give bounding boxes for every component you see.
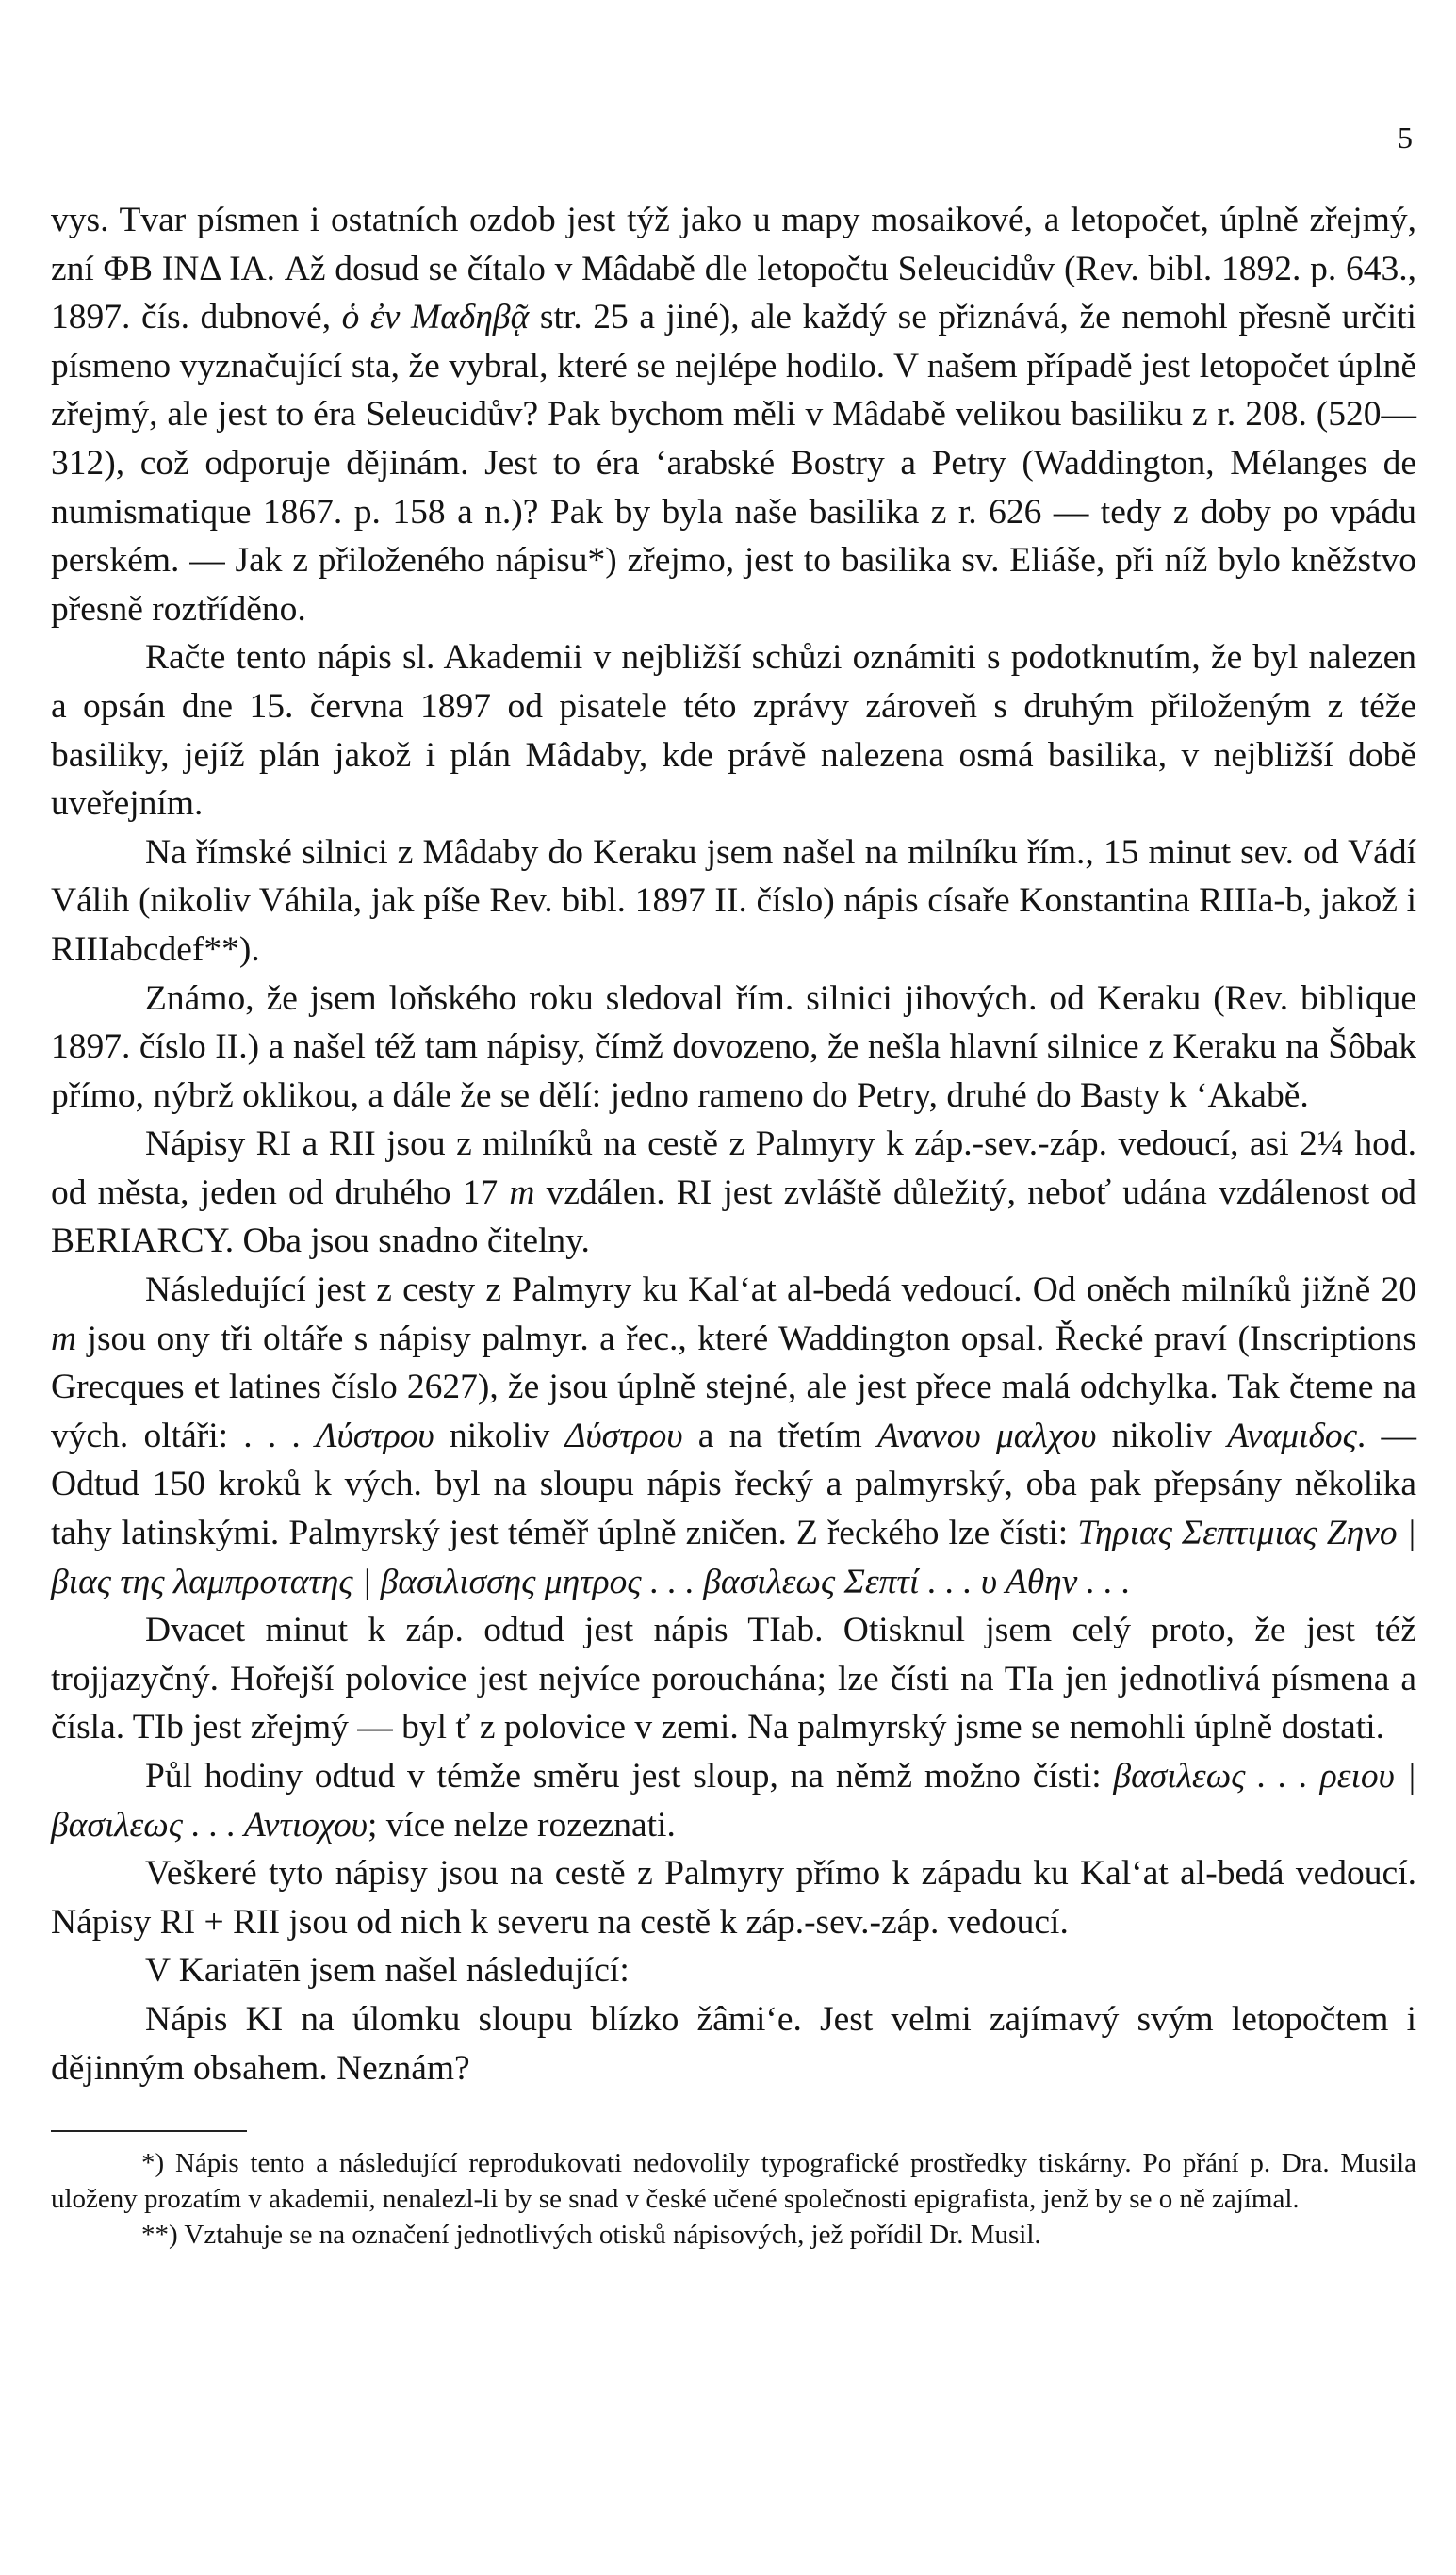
text-run: Nápisy RI a RII jsou z milníků na cestě z Palmyry k záp.-sev.-záp. vedoucí, asi 2¼ hod. od města, jeden od druhého 17 <box>51 1124 1416 1212</box>
footnotes <box>51 2145 1416 2253</box>
text-run: V Kariatēn jsem našel následující: <box>145 1951 630 1991</box>
paragraph <box>51 1946 1416 1995</box>
greek-text: m <box>51 1319 77 1358</box>
footnote-1: *) Nápis tento a následující reprodukovati nedovolily typografické prostředky tiskárny. Po přání p. Dra. Musila uloženy prozatím v akademii, nenalezl-li by se snad v české učené společnosti epigrafista, jenž by se o ně zajímal. <box>51 2148 1416 2215</box>
text-run: Půl hodiny odtud v témže směru jest sloup, na němž možno čísti: <box>145 1757 1114 1796</box>
text-run: Nápis KI na úlomku sloupu blízko žâmi‘e. Jest velmi zajímavý svým letopočtem i dějinným obsahem. Neznám? <box>51 1999 1416 2088</box>
text-run: Na římské silnici z Mâdaby do Keraku jsem našel na milníku řím., 15 minut sev. od Vádí Válih (nikoliv Váhila, jak píše Rev. bibl. 1897 II. číslo) nápis císaře Konstantina RIIIa-b, jakož i RIIIabcdef**). <box>51 832 1416 969</box>
text-run: Račte tento nápis sl. Akademii v nejbližší schůzi oznámiti s podotknutím, že byl nalezen a opsán dne 15. června 1897 od pisatele této zprávy zároveň s druhým přiloženým z téže basiliky, jejíž plán jakož i plán Mâdaby, kde právě nalezena osmá basilika, v nejbližší době uveřejním. <box>51 638 1416 824</box>
footnote-2: **) Vztahuje se na označení jednotlivých otisků nápisových, jež pořídil Dr. Musil. <box>141 2220 1041 2251</box>
footnote-rule <box>51 2130 247 2132</box>
text-run: Známo, že jsem loňského roku sledoval řím. silnici jihových. od Keraku (Rev. biblique 1897. číslo II.) a našel též tam nápisy, čímž dovozeno, že nešla hlavní silnice z Keraku na Šôbak přímo, nýbrž oklikou, a dále že se dělí: jedno rameno do Petry, druhé do Basty k ‘Akabě. <box>51 978 1416 1115</box>
greek-text: ὁ ἐν Μαδηβᾷ <box>341 298 530 337</box>
text-run: Dvacet minut k záp. odtud jest nápis TIab. Otisknul jsem celý proto, že jest též trojjazyčný. Hořejší polovice jest nejvíce porouchána; lze čísti na TIa jen jednotlivá písmena a čísla. TIb jest zřejmý — byl ť z polovice v zemi. Na palmyrský jsme se nemohli úplně dostati. <box>51 1611 1416 1747</box>
text-run: Veškeré tyto nápisy jsou na cestě z Palmyry přímo k západu ku Kal‘at al-bedá vedoucí. Nápisy RI + RII jsou od nich k severu na cestě k záp.-sev.-záp. vedoucí. <box>51 1854 1416 1942</box>
text-run: nikoliv <box>1096 1416 1228 1455</box>
paragraph <box>51 828 1416 975</box>
paragraph <box>51 1266 1416 1606</box>
greek-text: βασιλεως . . . ρειου | βασιλεως . . . Αντιοχου <box>51 1757 1416 1845</box>
greek-text: m <box>509 1173 535 1212</box>
greek-text: Αναμιδος <box>1227 1416 1357 1455</box>
paragraph <box>51 1752 1416 1849</box>
greek-text: Τηριας Σεπτιμιας Ζηνο | βιας της λαμπροτατης | βασιλισσης μητρος . . . βασιλεως Σεπτί . . . υ Αθην . . . <box>51 1514 1416 1601</box>
text-run: a na třetím <box>682 1416 877 1455</box>
paragraph <box>51 1995 1416 2092</box>
paragraph <box>51 975 1416 1121</box>
text-run: vzdálen. RI jest zvláště důležitý, neboť udána vzdálenost od BERIARCY. Oba jsou snadno čitelny. <box>51 1173 1416 1261</box>
text-run: vys. Tvar písmen i ostatních ozdob jest týž jako u mapy mosaikové, a letopočet, úplně zřejmý, zní ΦΒ ΙΝΔ ΙΑ. Až dosud se čítalo v Mâdabě dle letopočtu Seleucidův (Rev. bibl. 1892. p. 643., 1897. čís. dubnové, <box>51 201 1416 337</box>
greek-text: Δύστρου <box>564 1416 683 1455</box>
text-run: . — Odtud 150 kroků k vých. byl na sloupu nápis řecký a palmyrský, oba pak přepsány několika tahy latinskými. Palmyrský jest téměř úplně zničen. Z řeckého lze čísti: <box>51 1416 1416 1553</box>
text-run: str. 25 a jiné), ale každý se přiznává, že nemohl přesně určiti písmeno vyznačující sta, že vybral, které se nejlépe hodilo. V našem případě jest letopočet úplně zřejmý, ale jest to éra Seleucidův? Pak bychom měli v Mâdabě velikou basiliku z r. 208. (520—312), což odporuje dějinám. Jest to éra ‘arabské Bostry a Petry (Waddington, Mélanges de numismatique 1867. p. 158 a n.)? Pak by byla naše basilika z r. 626 — tedy z doby po vpádu perském. — Jak z přiloženého nápisu*) zřejmo, jest to basilika sv. Eliáše, při níž bylo kněžstvo přesně roztříděno. <box>51 298 1416 629</box>
text-run: nikoliv <box>434 1416 565 1455</box>
body-text <box>51 196 1416 2092</box>
text-run: jsou ony tři oltáře s nápisy palmyr. a řec., které Waddington opsal. Řecké praví (Inscriptions Grecques et latines číslo 2627), že jsou úplně stejné, ale jest přece malá odchylka. Tak čteme na vých. oltáři: . . . <box>51 1319 1416 1455</box>
text-run: ; více nelze rozeznati. <box>367 1805 676 1845</box>
greek-text: Ανανου μαλχου <box>877 1416 1097 1455</box>
paragraph <box>51 196 1416 633</box>
paragraph <box>51 1606 1416 1752</box>
paragraph <box>51 1120 1416 1266</box>
greek-text: Λύστρου <box>316 1416 434 1455</box>
paragraph <box>51 1849 1416 1946</box>
paragraph <box>51 633 1416 828</box>
page-number: 5 <box>1398 121 1413 155</box>
text-run: Následující jest z cesty z Palmyry ku Kal‘at al-bedá vedoucí. Od oněch milníků jižně 20 <box>145 1271 1416 1310</box>
